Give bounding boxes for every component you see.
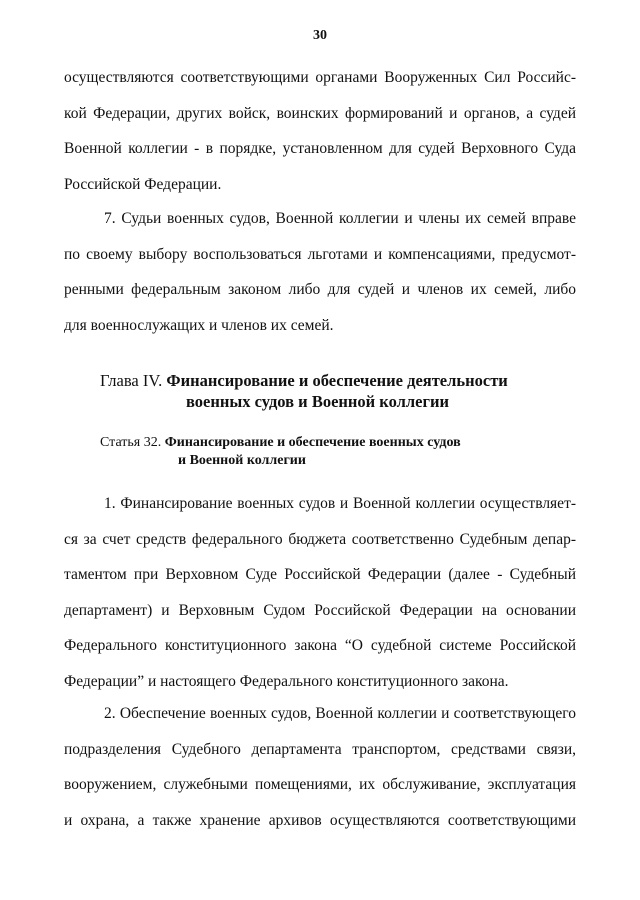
text-line: подразделения Судебного департамента транспортом, средствами связи,	[64, 740, 576, 758]
chapter-title-line-2: военных судов и Военной коллегии	[186, 392, 449, 411]
text-line: 1. Финансирование военных судов и Военной коллегии осуществляет-	[104, 495, 576, 512]
text-line: по своему выбору воспользоваться льготами и компенсациями, предусмот-	[64, 245, 576, 263]
text-line: Федерации” и настоящего Федерального конституционного закона.	[64, 672, 509, 690]
text-line: ренными федеральным законом либо для судей и членов их семей, либо	[64, 281, 576, 298]
chapter-heading	[100, 370, 580, 412]
chapter-title-line-1: Финансирование и обеспечение деятельности	[166, 371, 508, 390]
text-line: Федерального конституционного закона “О судебной системе Российской	[64, 637, 576, 654]
article-title-line-1: Финансирование и обеспечение военных судов	[164, 435, 461, 450]
paragraph-item-2	[64, 696, 576, 838]
text-line: кой Федерации, других войск, воинских формирований и органов, а судей	[64, 104, 576, 122]
article-heading	[100, 434, 580, 470]
text-line: 2. Обеспечение военных судов, Военной коллегии и соответствующего	[104, 705, 576, 722]
chapter-label: Глава IV.	[100, 371, 163, 390]
page-number: 30	[313, 28, 327, 43]
article-title-line-2: и Военной коллегии	[178, 453, 306, 468]
text-line: для военнослужащих и членов их семей.	[64, 316, 334, 334]
text-line: департамент) и Верховным Судом Российской Федерации на основании	[64, 601, 576, 619]
article-label: Статья 32.	[100, 435, 162, 450]
text-line: таментом при Верховном Суде Российской Федерации (далее - Судебный	[64, 566, 576, 583]
paragraph-item-7	[64, 201, 576, 343]
paragraph-item-1	[64, 486, 576, 699]
text-line: вооружением, служебными помещениями, их обслуживание, эксплуатация	[64, 776, 576, 793]
paragraph-continuation	[64, 60, 576, 202]
text-line: осуществляются соответствующими органами Вооруженных Сил Российс-	[64, 69, 576, 86]
text-line: 7. Судьи военных судов, Военной коллегии и члены их семей вправе	[104, 210, 576, 227]
text-line: ся за счет средств федерального бюджета соответственно Судебным депар-	[64, 530, 576, 548]
text-line: Военной коллегии - в порядке, установленном для судей Верховного Суда	[64, 140, 576, 157]
text-line: Российской Федерации.	[64, 175, 222, 193]
text-line: и охрана, а также хранение архивов осуществляются соответствующими	[64, 811, 576, 829]
